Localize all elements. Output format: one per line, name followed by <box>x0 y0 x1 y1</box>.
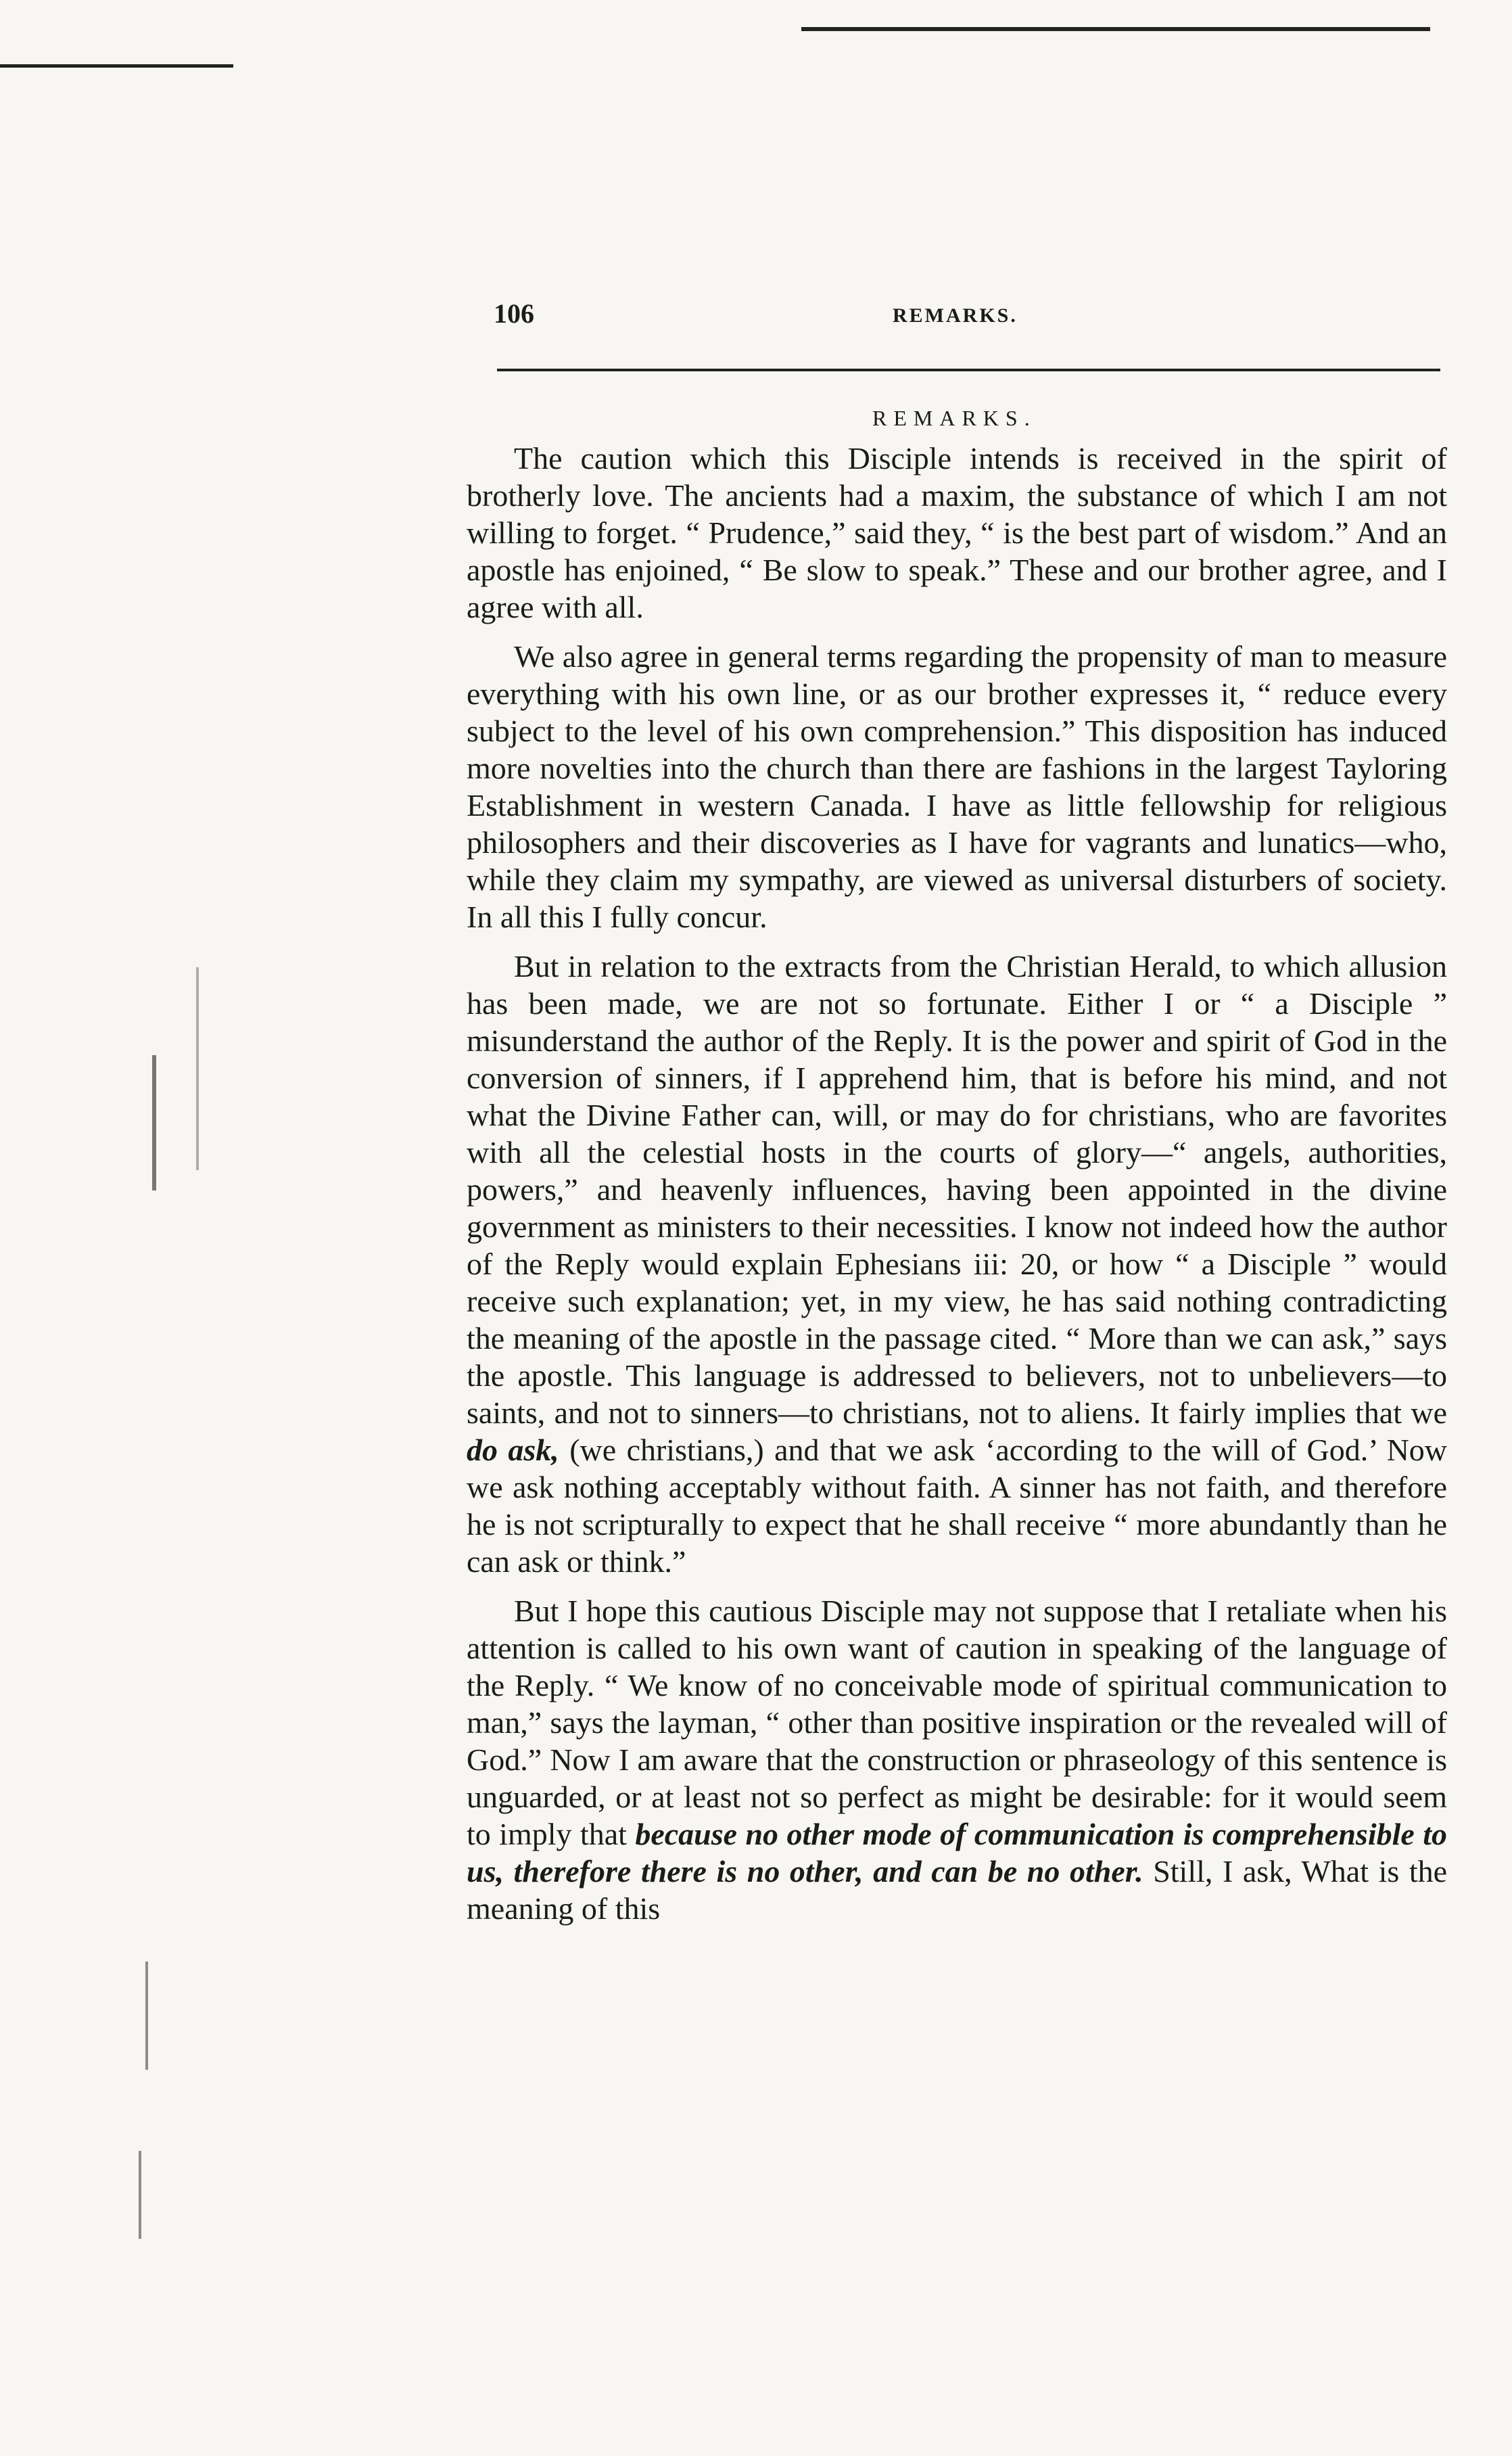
body-text <box>467 440 1447 1939</box>
scan-edge-mark-left-3 <box>145 1962 148 2070</box>
paragraph-4 <box>467 1592 1447 1927</box>
paragraph-3-end: (we christians,) and that we ask ‘according to the will of God.’ Now we ask nothing acceptably without faith. A sinner has not faith, and therefore he is not scripturally to expect that he shall receive “ more abundantly than he can ask or think.” <box>467 1433 1448 1579</box>
scan-edge-mark-top-left <box>0 64 233 68</box>
paragraph-4-emphasis: because no other mode of communication is comprehensible to us, therefore there is no other, and can be no other. <box>467 1817 1447 1889</box>
paragraph-1: The caution which this Disciple intends is received in the spirit of brotherly love. The ancients had a maxim, the substance of which I am not willing to forget. “ Prudence,” said they, “ is the best part of wisdom.” And an apostle has enjoined, “ Be slow to speak.” These and our brother agree, and I agree with all. <box>467 441 1447 624</box>
paragraph-3-emphasis: do ask, <box>467 1433 559 1467</box>
scan-edge-mark-left-4 <box>139 2151 141 2239</box>
paragraph-4-end: Still, I ask, What is the meaning of this <box>467 1854 1448 1926</box>
paragraph-2: We also agree in general terms regarding the propensity of man to measure everything with his own line, or as our brother expresses it, “ reduce every subject to the level of his own comprehension.” This disposition has induced more novelties into the church than there are fashions in the largest Tayloring Establishment in western Canada. I have as little fellowship for religious philosophers and their discoveries as I have for vagrants and lunatics—who, while they claim my sympathy, are viewed as universal disturbers of society. In all this I fully concur. <box>467 639 1447 934</box>
scan-edge-mark-left-1 <box>196 967 199 1170</box>
paragraph-3-text: But in relation to the extracts from the Christian Herald, to which allusion has been made, we are not so fortunate. Either I or “ a Disciple ” misunderstand the author of the Reply. It is the power and spirit of God in the conversion of sinners, if I apprehend him, that is before his mind, and not what the Divine Father can, will, or may do for christians, who are favorites with all the celestial hosts in the courts of glory—“ angels, authorities, powers,” and heavenly influences, having been appointed in the divine government as ministers to their necessities. I know not indeed how the author of the Reply would explain Ephesians iii: 20, or how “ a Disciple ” would receive such explanation; yet, in my view, he has said nothing contradicting the meaning of the apostle in the passage cited. “ More than we can ask,” says the apostle. This language is addressed to believers, not to unbelievers—to saints, and not to sinners—to christians, not to aliens. It fairly implies that we <box>467 949 1447 1430</box>
section-title: REMARKS. <box>872 406 1037 430</box>
running-head: REMARKS. <box>893 304 1018 327</box>
page-number: 106 <box>494 298 534 329</box>
paragraph-4-text: But I hope this cautious Disciple may not suppose that I retaliate when his attention is called to his own want of caution in speaking of the language of the Reply. “ We know of no conceivable mode of spiritual communication to man,” says the layman, “ other than positive inspiration or the revealed will of God.” Now I am aware that the construction or phraseology of this sentence is unguarded, or at least not so perfect as might be desirable: for it would seem to imply that <box>467 1594 1447 1851</box>
scan-edge-mark-top-right <box>801 27 1430 31</box>
paragraph-3 <box>467 948 1447 1580</box>
header-rule <box>497 369 1440 371</box>
scan-edge-mark-left-2 <box>152 1055 156 1190</box>
